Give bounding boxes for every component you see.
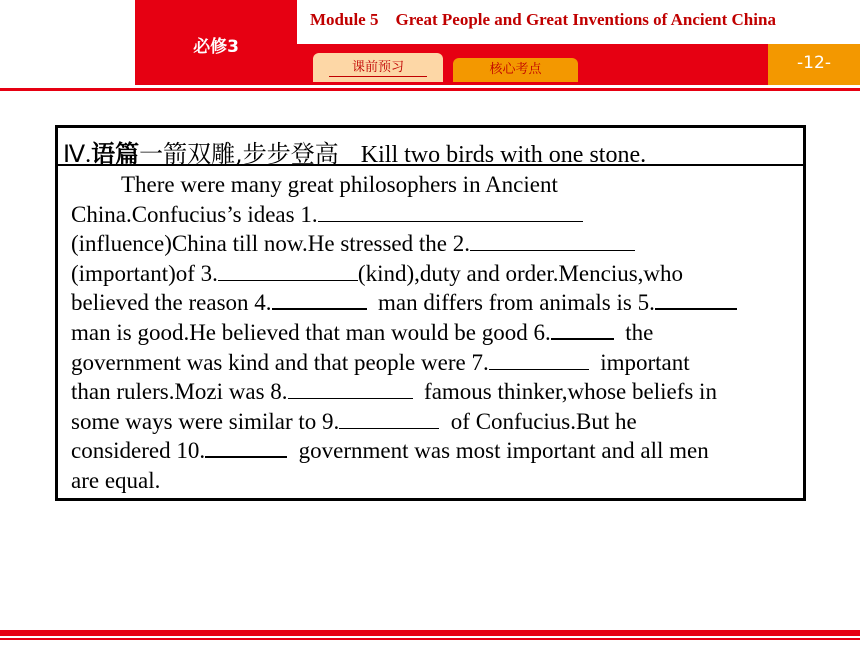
exercise-title: [63, 134, 646, 169]
header-divider: [0, 88, 860, 91]
blank-1[interactable]: [318, 203, 583, 222]
passage-line: [71, 229, 793, 259]
footer-divider-thin: [0, 638, 860, 640]
book-label: 必修3: [193, 37, 239, 57]
line-text: (important)of 3.: [71, 260, 218, 286]
line-text: famous thinker,whose beliefs in: [424, 379, 717, 405]
passage-line: [71, 407, 793, 437]
line-text: of Confucius.But he: [450, 408, 637, 434]
blank-10[interactable]: [205, 438, 287, 458]
line-text: (kind),duty and order.Mencius,who: [357, 260, 684, 286]
footer-divider: [0, 630, 860, 636]
line-text: man is good.He believed that man would be good 6.: [71, 319, 551, 345]
line-text: considered 10.: [71, 438, 206, 464]
line-text: (influence)China till now.He stressed the 2.: [71, 231, 470, 257]
title-bold: 语篇: [91, 139, 140, 168]
passage: [71, 170, 793, 496]
line-text: than rulers.Mozi was 8.: [71, 379, 288, 405]
tab-preview[interactable]: 课前预习: [313, 53, 443, 82]
line-text: the: [625, 319, 654, 345]
line-text: government was most important and all men: [298, 438, 709, 464]
blank-7[interactable]: [489, 351, 589, 370]
blank-3[interactable]: [218, 262, 358, 281]
title-rest: 一箭双雕,步步登高: [139, 140, 339, 168]
passage-line: [71, 259, 793, 289]
blank-8[interactable]: [288, 380, 413, 399]
exercise-header: [58, 128, 803, 166]
line-text: man differs from animals is 5.: [378, 290, 655, 316]
passage-line: are equal.: [71, 467, 161, 493]
passage-line: [71, 288, 793, 318]
passage-line: There were many great philosophers in Ancient: [121, 172, 558, 197]
title-english: Kill two birds with one stone.: [360, 142, 647, 168]
module-title: Module 5 Great People and Great Inventions of Ancient China: [310, 10, 776, 29]
line-text: believed the reason 4.: [71, 290, 272, 316]
blank-6[interactable]: [551, 320, 614, 340]
passage-line: [71, 377, 793, 407]
blank-9[interactable]: [339, 410, 439, 429]
passage-line: [71, 200, 793, 230]
line-text: important: [600, 349, 690, 375]
blank-2[interactable]: [470, 232, 635, 251]
line-text: government was kind and that people were 7.: [71, 349, 489, 375]
passage-line: [71, 436, 793, 466]
passage-line: [71, 348, 793, 378]
tab-key-points[interactable]: 核心考点: [453, 58, 578, 82]
passage-line: [71, 318, 793, 348]
section-number: Ⅳ.: [63, 142, 92, 168]
page-number: -12-: [797, 53, 831, 73]
exercise-box: [55, 125, 806, 501]
line-text: China.Confucius’s ideas 1.: [71, 201, 318, 227]
blank-4[interactable]: [272, 290, 367, 310]
line-text: some ways were similar to 9.: [71, 408, 340, 434]
blank-5[interactable]: [655, 290, 737, 310]
